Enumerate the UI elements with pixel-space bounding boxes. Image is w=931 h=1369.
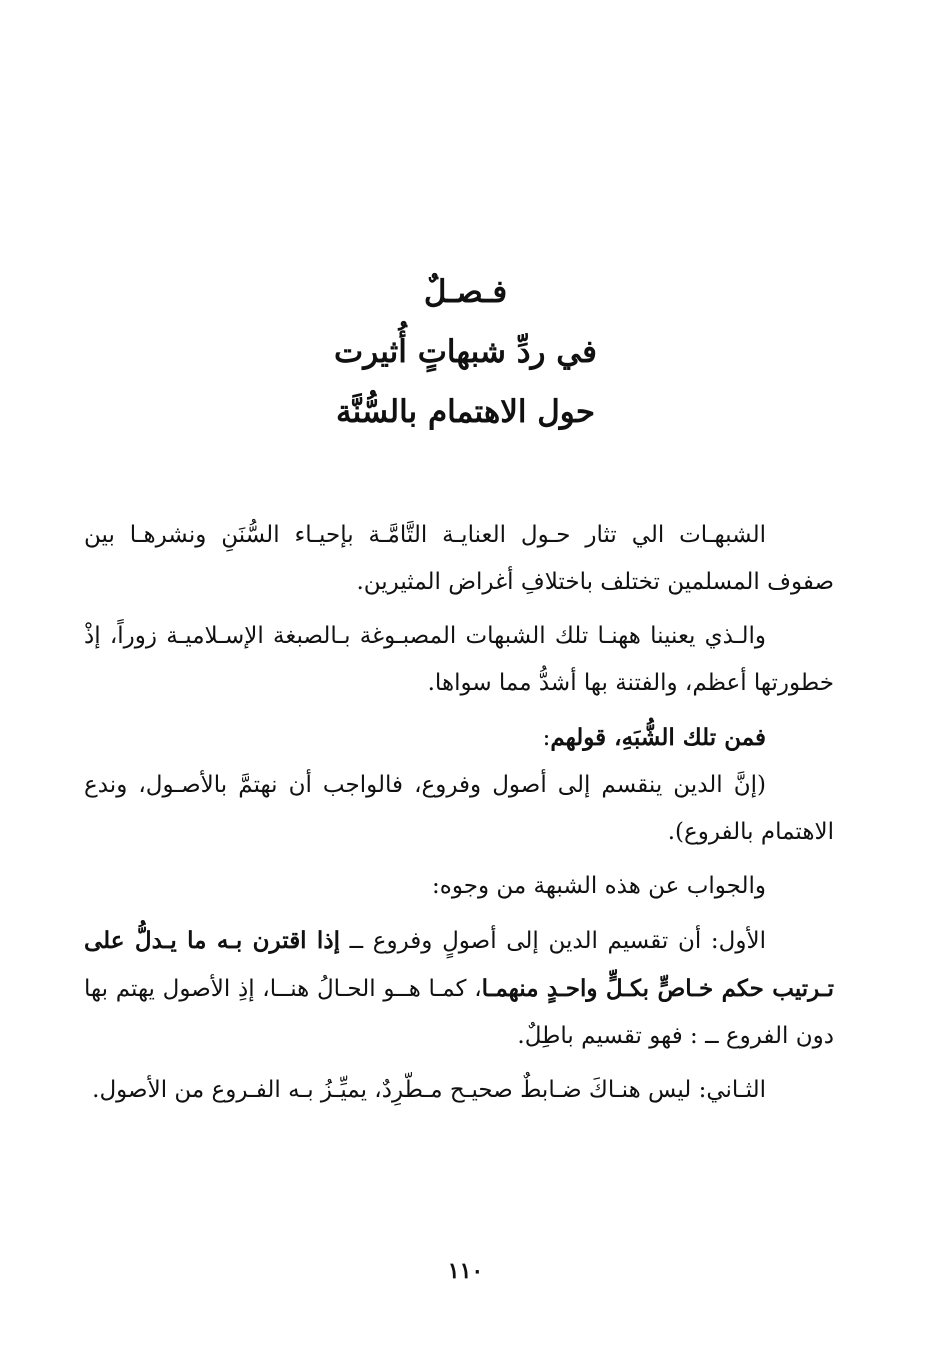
paragraph-4: (إنَّ الدين ينقسم إلى أصول وفروع، فالواجب أن نهتمَّ بالأصـول، وندع الاهتمام بالفروع). [84,772,834,845]
body-text [84,512,834,1121]
paragraph-3-bold: فمن تلك الشُّبَهِ، قولهم [550,724,766,751]
heading-line-1: فـصـلٌ [423,274,508,310]
paragraph-1: الشبهـات الي تثار حـول العنايـة التَّامَّـة بإحيـاء السُّنَنِ ونشرهـا بين صفوف المسلمين تختلف باختلافِ أغراض المثيرين. [84,522,834,595]
paragraph-3 [84,714,834,762]
paragraph-6-bold: إذا اقترن بـه ما يـدلُّ على تـرتيب حكم خـاصٍّ بكـلٍّ واحـدٍ منهمـا [84,927,834,1002]
paragraph-3-colon: : [542,725,551,751]
heading-line-3: حول الاهتمام بالسُّنَّة [336,394,595,430]
paragraph-6-end: ، كمـا هــو الحـالُ هنــا، إذِ الأصول يهتم بها دون الفروع ــ : فهو تقسيم باطِلٌ. [84,976,834,1049]
chapter-heading [0,262,931,442]
heading-line-2: في ردِّ شبهاتٍ أُثيرت [334,334,597,370]
paragraph-6-start: الأول: أن تقسيم الدين إلى أصولٍ وفروع ــ [349,928,767,954]
paragraph-5: والجواب عن هذه الشبهة من وجوه: [432,873,766,899]
paragraph-2: والـذي يعنينا ههنـا تلك الشبهات المصبـوغة بـالصبغة الإسـلاميـة زوراً، إذْ خطورتها أعظم، والفتنة بها أشدُّ مما سواها. [84,623,834,696]
paragraph-6 [84,917,834,1060]
paragraph-7: الثـاني: ليس هنـاكَ ضـابطٌ صحيـح مـطّرِدٌ، يميِّـزُ بـه الفـروع من الأصول. [92,1077,766,1103]
page-number: ١١٠ [447,1258,484,1284]
